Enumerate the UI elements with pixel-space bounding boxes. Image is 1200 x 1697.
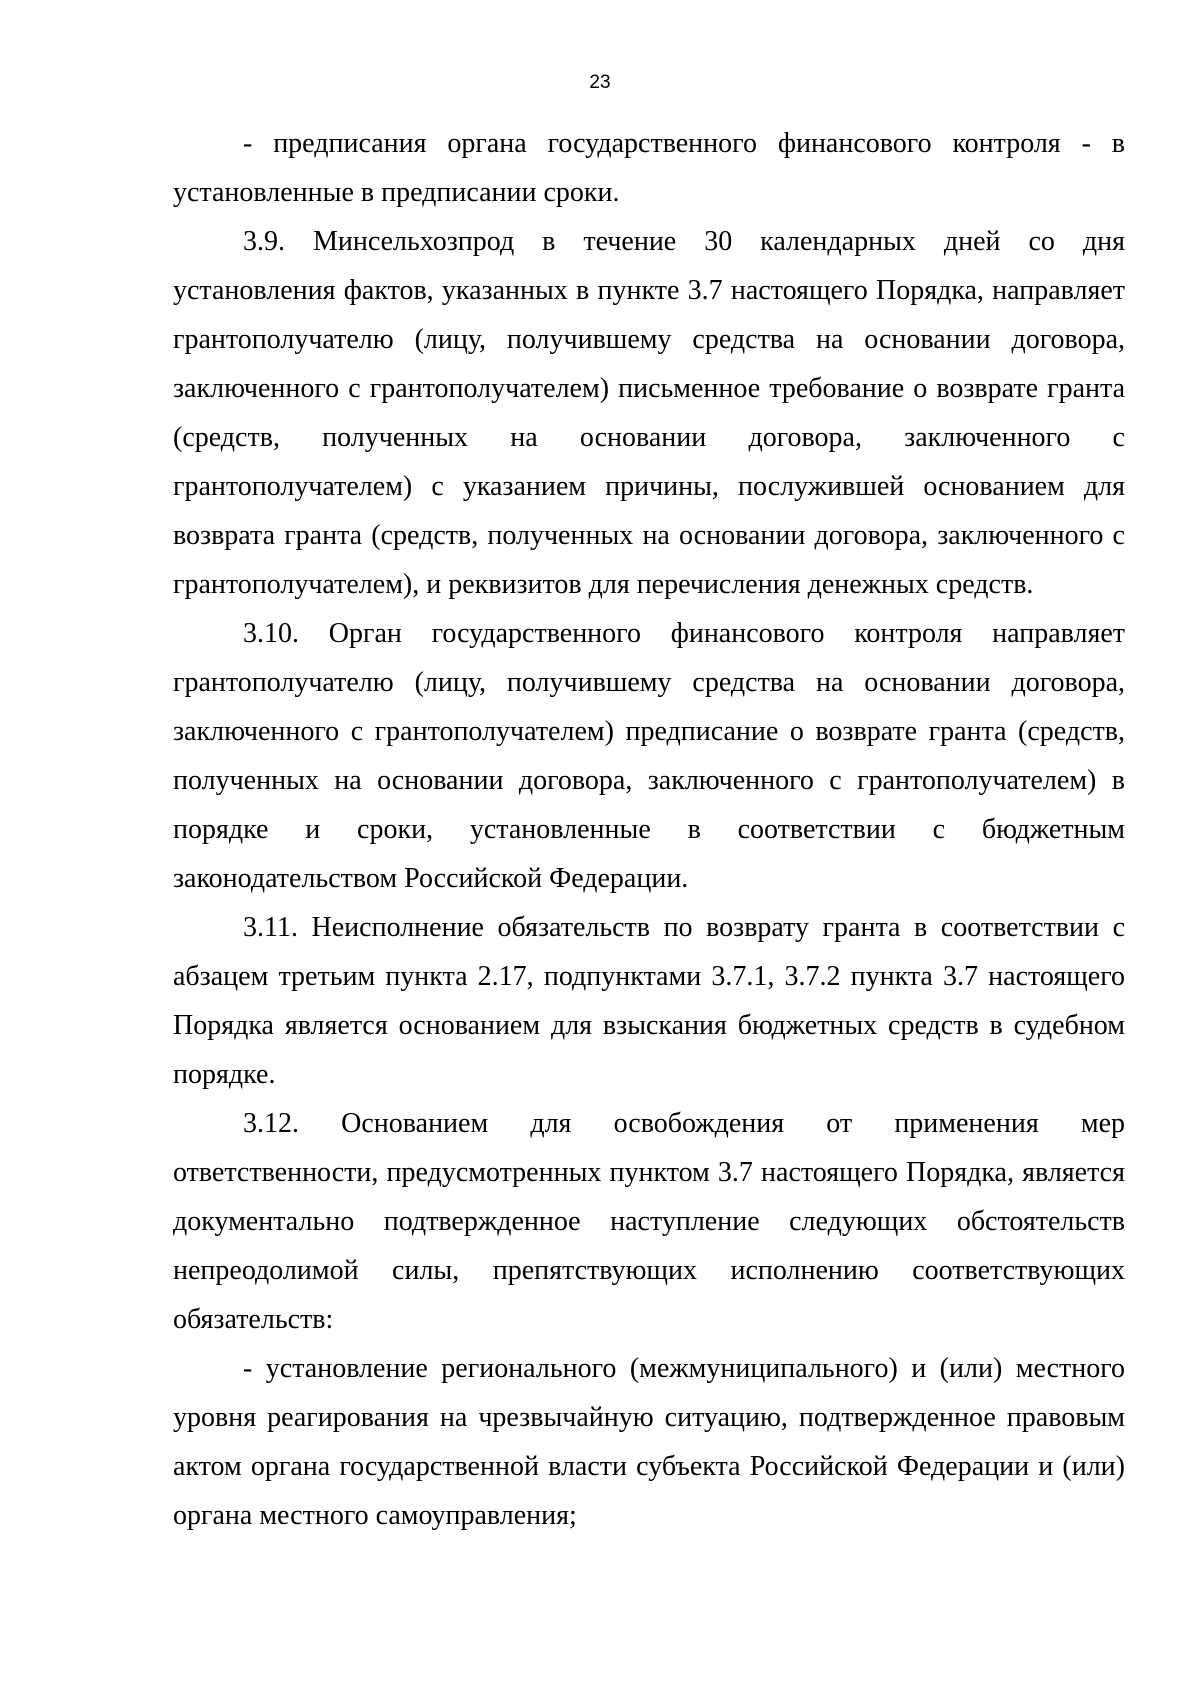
paragraph-emergency-response: - установление регионального (межмуниципального) и (или) местного уровня реагирования на чрезвычайную ситуацию, подтвержденное правовым актом органа государственной власти субъекта Российской Федерации и (или) органа местного самоуправления; (173, 1353, 1125, 1531)
paragraph-3-12: 3.12. Основанием для освобождения от применения мер ответственности, предусмотренных пунктом 3.7 настоящего Порядка, является документально подтвержденное наступление следующих обстоятельств непреодолимой силы, препятствующих исполнению соответствующих обязательств: (173, 1108, 1125, 1335)
document-body (173, 119, 1125, 1540)
paragraph-3-10: 3.10. Орган государственного финансового контроля направляет грантополучателю (лицу, получившему средства на основании договора, заключенного с грантополучателем) предписание о возврате гранта (средств, полученных на основании договора, заключенного с грантополучателем) в порядке и сроки, установленные в соответствии с бюджетным законодательством Российской Федерации. (173, 618, 1125, 894)
paragraph-prescription-deadline: - предписания органа государственного финансового контроля - в установленные в предписании сроки. (173, 128, 1125, 208)
paragraph-3-9: 3.9. Минсельхозпрод в течение 30 календарных дней со дня установления фактов, указанных в пункте 3.7 настоящего Порядка, направляет грантополучателю (лицу, получившему средства на основании договора, заключенного с грантополучателем) письменное требование о возврате гранта (средств, полученных на основании договора, заключенного с грантополучателем) с указанием причины, послужившей основанием для возврата гранта (средств, полученных на основании договора, заключенного с грантополучателем), и реквизитов для перечисления денежных средств. (173, 226, 1125, 600)
page-number: 23 (589, 72, 611, 93)
paragraph-3-11: 3.11. Неисполнение обязательств по возврату гранта в соответствии с абзацем третьим пункта 2.17, подпунктами 3.7.1, 3.7.2 пункта 3.7 настоящего Порядка является основанием для взыскания бюджетных средств в судебном порядке. (173, 912, 1125, 1090)
